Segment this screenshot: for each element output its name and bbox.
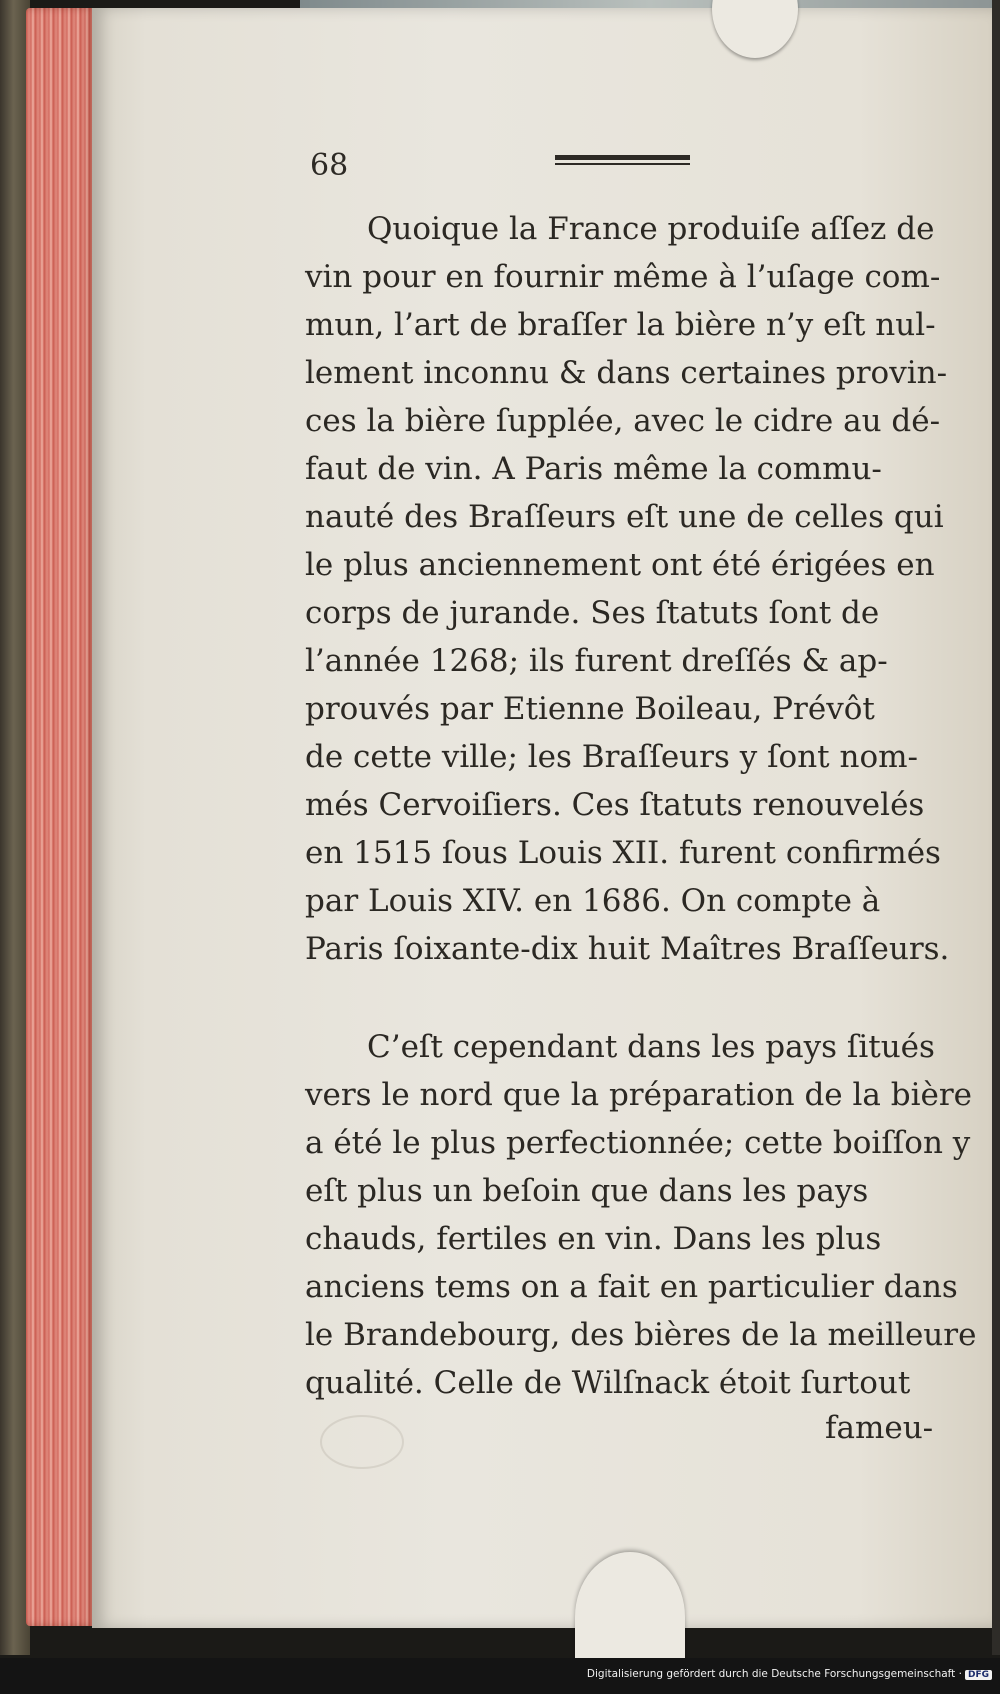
right-shadow xyxy=(992,0,1000,1655)
line-text: nauté des Braſſeurs eſt une de celles qui xyxy=(305,499,944,535)
line-text: lement inconnu & dans certaines provin- xyxy=(305,355,948,391)
text-line xyxy=(305,1215,945,1263)
catchword: fameu- xyxy=(825,1410,934,1446)
funding-note-text: Digitalisierung gefördert durch die Deutsche Forschungsgemeinschaft · xyxy=(586,1668,962,1680)
line-text: faut de vin. A Paris même la commu- xyxy=(305,451,882,487)
text-line xyxy=(305,1071,973,1119)
line-text: par Louis XIV. en 1686. On compte à xyxy=(305,883,881,919)
line-text: qualité. Celle de Wilſnack étoit ſurtout xyxy=(305,1365,911,1401)
paper-stain xyxy=(320,1415,404,1469)
line-text: anciens tems on a fait en particulier dans xyxy=(305,1269,958,1305)
line-text: Paris ſoixante-dix huit Maîtres Braſſeurs. xyxy=(305,931,950,967)
line-text: Quoique la France produiſe aſſez de xyxy=(367,211,935,247)
text-line xyxy=(305,349,948,397)
line-text: vin pour en fournir même à l’uſage com- xyxy=(305,259,941,295)
line-text: chauds, fertiles en vin. Dans les plus xyxy=(305,1221,882,1257)
body-text xyxy=(305,205,977,1407)
page-number: 68 xyxy=(310,148,349,183)
line-text: corps de jurande. Ses ſtatuts ſont de xyxy=(305,595,880,631)
text-line xyxy=(305,1311,977,1359)
line-text: de cette ville; les Braſſeurs y ſont nom- xyxy=(305,739,918,775)
line-text: l’année 1268; ils furent dreſſés & ap- xyxy=(305,643,888,679)
text-line xyxy=(305,1023,945,1071)
text-line xyxy=(305,1167,945,1215)
red-page-edges xyxy=(26,8,96,1626)
text-line xyxy=(305,781,945,829)
text-line xyxy=(305,493,945,541)
text-line xyxy=(305,541,945,589)
text-line xyxy=(305,253,945,301)
funding-note xyxy=(587,1668,992,1680)
text-line xyxy=(305,397,945,445)
line-text: prouvés par Etienne Boileau, Prévôt xyxy=(305,691,875,727)
line-text: le Brandebourg, des bières de la meilleure xyxy=(305,1317,977,1353)
line-text: a été le plus perfectionnée; cette boiſſon y xyxy=(305,1125,971,1161)
dfg-logo: DFG xyxy=(965,1670,992,1680)
text-line xyxy=(305,205,945,253)
line-text: més Cervoiſiers. Ces ſtatuts renouvelés xyxy=(305,787,925,823)
line-text: vers le nord que la préparation de la bière xyxy=(305,1077,973,1113)
line-text: mun, l’art de braſſer la bière n’y eſt nul- xyxy=(305,307,936,343)
text-line xyxy=(305,1119,971,1167)
text-line xyxy=(305,1263,958,1311)
text-line xyxy=(305,685,945,733)
paragraph-gap xyxy=(305,973,945,1023)
header-ornament-rule xyxy=(555,155,690,165)
line-text: eſt plus un beſoin que dans les pays xyxy=(305,1173,869,1209)
line-text: le plus anciennement ont été érigées en xyxy=(305,547,935,583)
line-text: C’eſt cependant dans les pays ſitués xyxy=(367,1029,935,1065)
text-line xyxy=(305,733,945,781)
line-text: en 1515 ſous Louis XII. furent confirmés xyxy=(305,835,941,871)
text-line xyxy=(305,877,945,925)
text-line xyxy=(305,301,945,349)
text-line xyxy=(305,589,945,637)
text-line xyxy=(305,637,945,685)
text-line xyxy=(305,445,945,493)
text-line xyxy=(305,1359,945,1407)
text-line xyxy=(305,829,945,877)
line-text: ces la bière ſupplée, avec le cidre au dé- xyxy=(305,403,941,439)
text-line xyxy=(305,925,950,973)
